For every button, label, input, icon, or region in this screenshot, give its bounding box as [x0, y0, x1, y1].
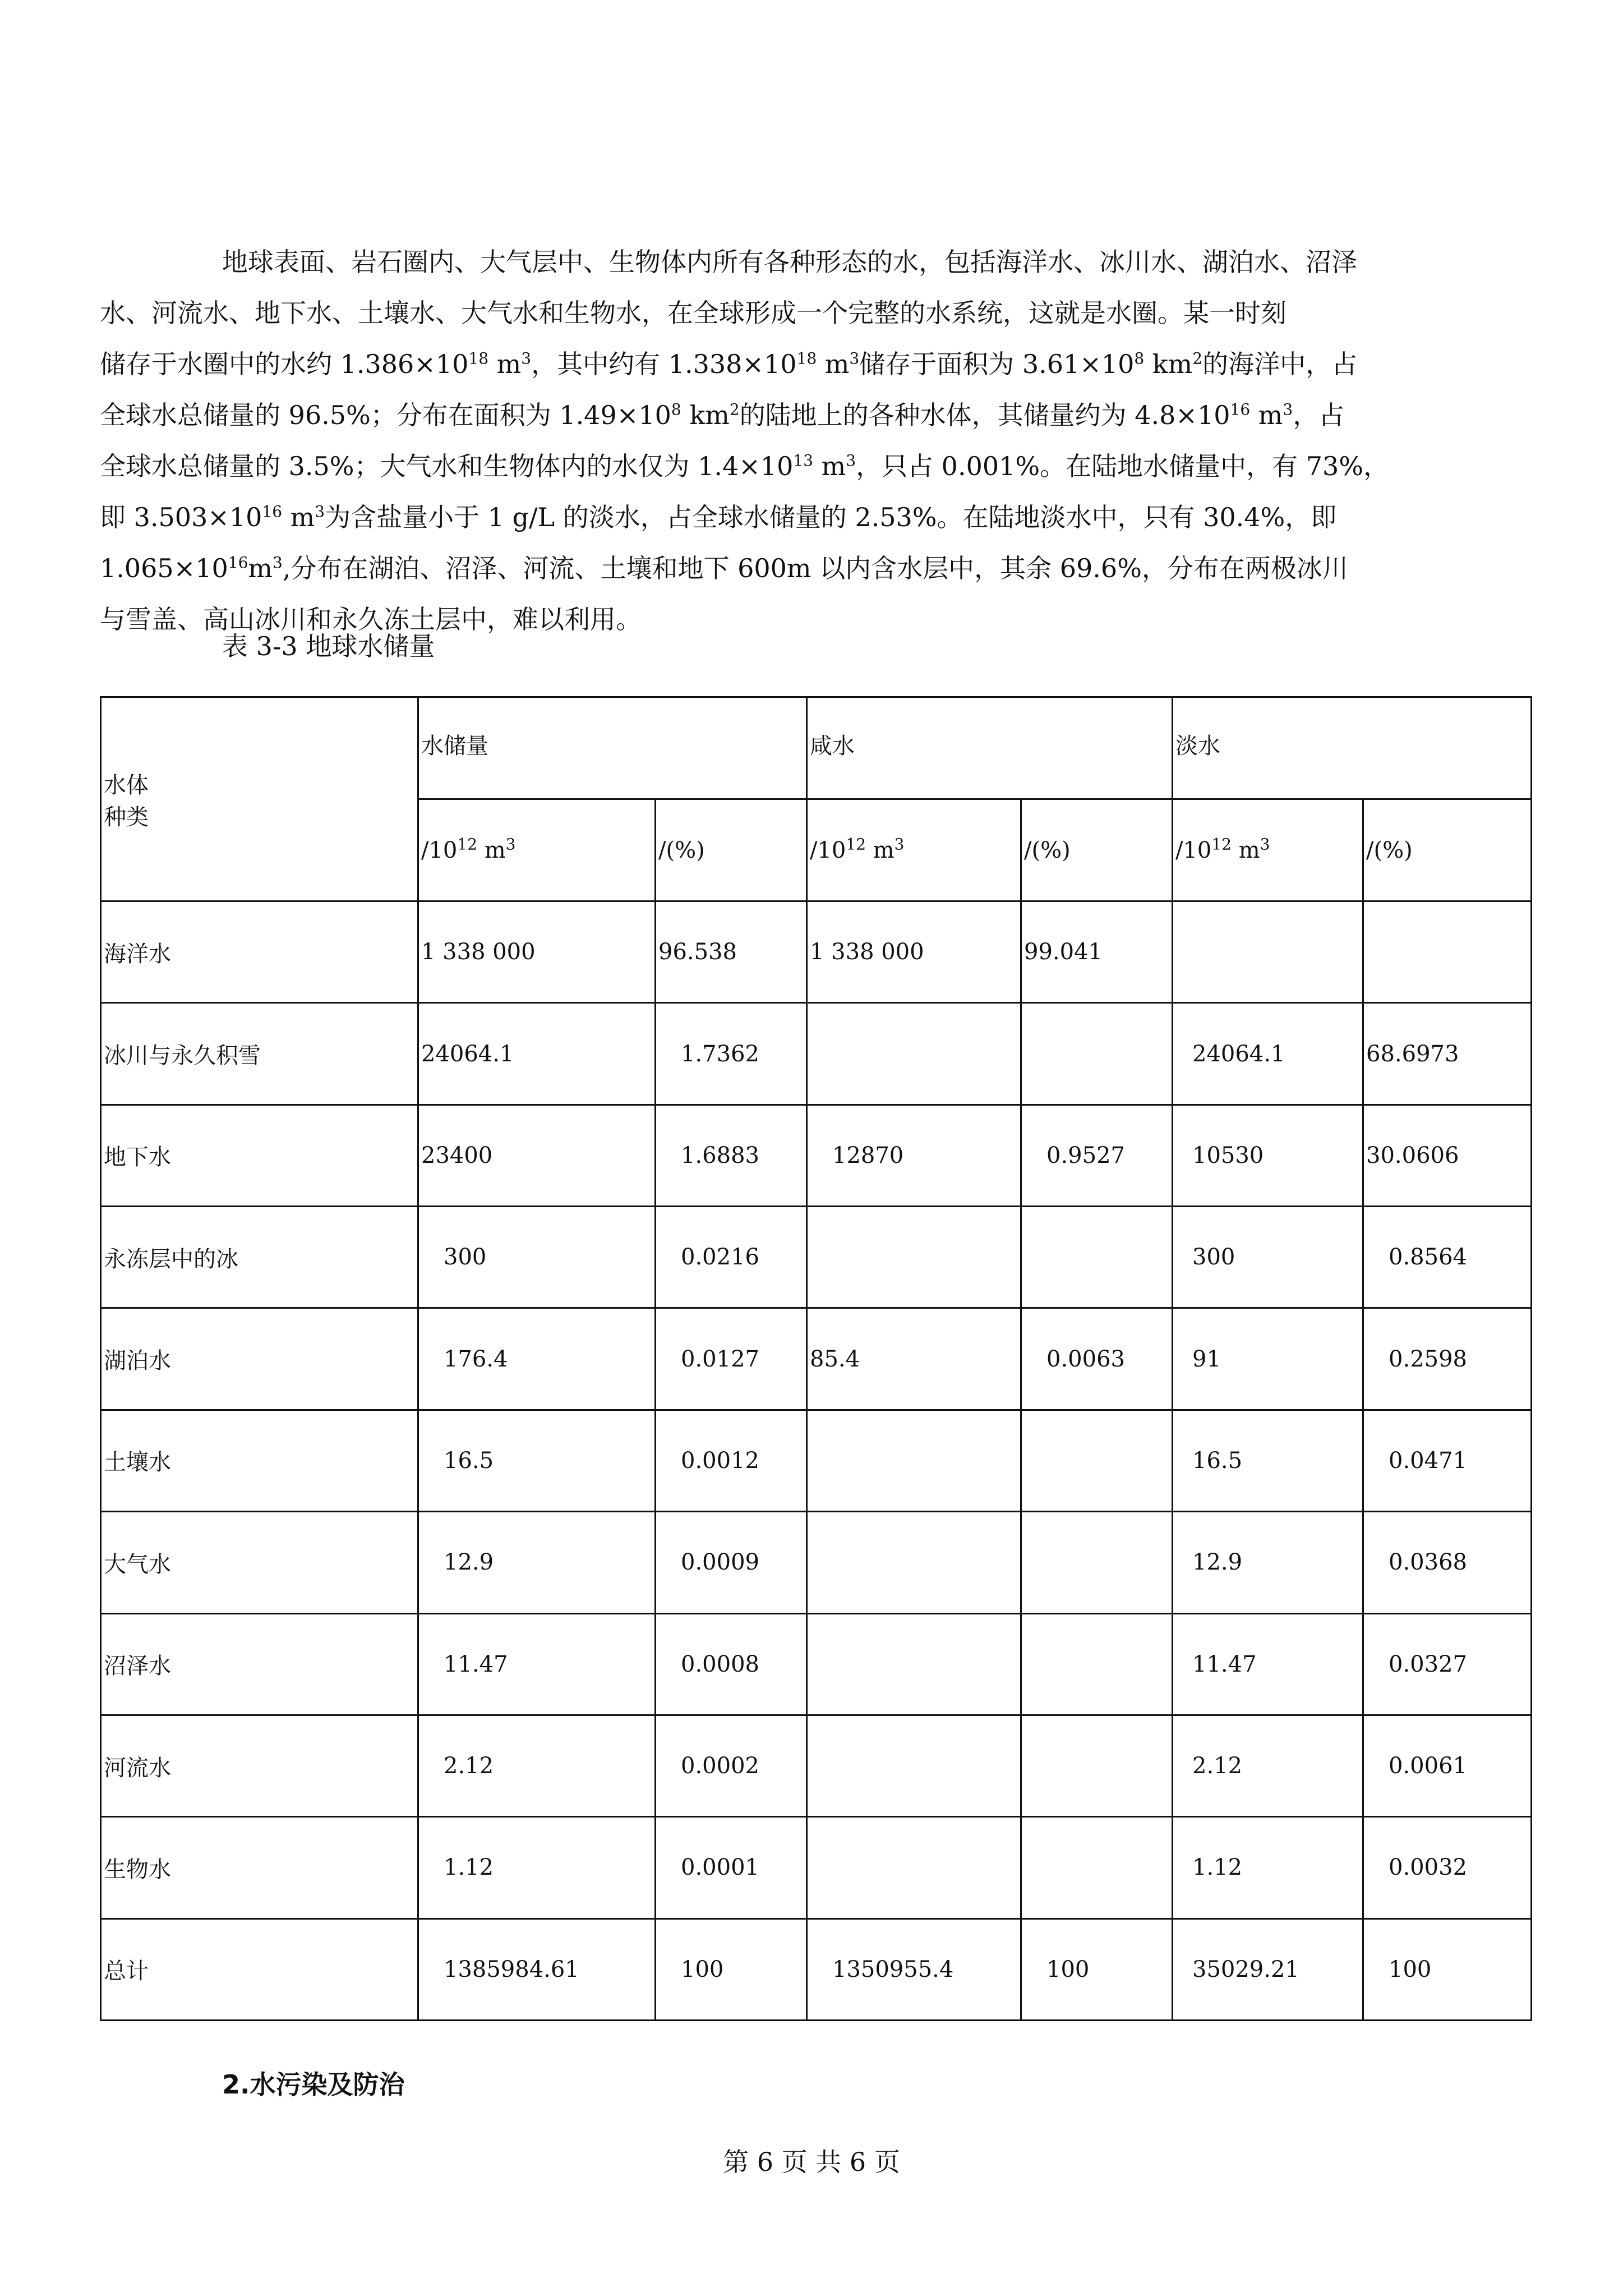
- cell-fresh-pct: 30.0606: [1363, 1105, 1532, 1206]
- cell-fresh-pct: 0.0368: [1363, 1512, 1532, 1613]
- unit-percent-cell: /(%): [656, 799, 807, 901]
- table-row: [101, 901, 1532, 1003]
- table-total-row: [101, 1918, 1532, 2020]
- superscript: 3: [1260, 835, 1270, 854]
- cell-fresh-pct: 0.0061: [1363, 1715, 1532, 1816]
- cell-salt-pct: [1021, 1613, 1173, 1715]
- text-run: m: [488, 349, 522, 379]
- header-fresh-water: 淡水: [1173, 697, 1532, 799]
- text-run: 全球水总储量的 96.5%；分布在面积为 1.49×10: [100, 400, 671, 430]
- row-name: 河流水: [101, 1715, 418, 1816]
- paragraph-line-7: [100, 543, 1481, 594]
- text-run: m: [1250, 400, 1283, 430]
- superscript: 3: [315, 502, 325, 521]
- cell-total-pct: 1.6883: [656, 1105, 807, 1206]
- row-name: 冰川与永久积雪: [101, 1003, 418, 1105]
- superscript: 3: [505, 835, 516, 854]
- cell-fresh: 35029.21: [1173, 1918, 1363, 2020]
- cell-total: 1 338 000: [418, 901, 656, 1003]
- text-run: ，占: [1293, 400, 1345, 430]
- superscript: 3: [849, 349, 860, 368]
- cell-salt-pct: 99.041: [1021, 901, 1173, 1003]
- cell-total-pct: 0.0001: [656, 1817, 807, 1918]
- cell-salt: [807, 1512, 1021, 1613]
- cell-salt: 12870: [807, 1105, 1021, 1206]
- row-name: 沼泽水: [101, 1613, 418, 1715]
- water-storage-table: [100, 696, 1532, 2021]
- cell-fresh: 91: [1173, 1308, 1363, 1410]
- cell-total-pct: 0.0127: [656, 1308, 807, 1410]
- table-caption: 表 3-3 地球水储量: [222, 631, 435, 661]
- row-name: 大气水: [101, 1512, 418, 1613]
- superscript: 8: [1134, 349, 1145, 368]
- text-run: 1.065×10: [100, 553, 228, 583]
- paragraph-line-5: [100, 441, 1481, 492]
- cell-total: 16.5: [418, 1410, 656, 1511]
- superscript: 3: [273, 553, 283, 572]
- cell-total-pct: 0.0002: [656, 1715, 807, 1816]
- cell-salt-pct: [1021, 1817, 1173, 1918]
- header-salt-water: 咸水: [807, 697, 1173, 799]
- paragraph-line-2: 水、河流水、地下水、土壤水、大气水和生物水，在全球形成一个完整的水系统，这就是水圈。某一时刻: [100, 298, 1287, 328]
- cell-fresh: 10530: [1173, 1105, 1363, 1206]
- cell-total-pct: 100: [656, 1918, 807, 2020]
- unit-percent-cell: /(%): [1021, 799, 1173, 901]
- table-row: [101, 1410, 1532, 1511]
- text-run: 全球水总储量的 3.5%；大气水和生物体内的水仅为 1.4×10: [100, 451, 794, 481]
- text-run: ,分布在湖泊、沼泽、河流、土壤和地下 600m 以内含水层中，其余 69.6%，分布在两极冰川: [282, 553, 1348, 583]
- cell-total: 23400: [418, 1105, 656, 1206]
- table-row: [101, 1003, 1532, 1105]
- text-run: 储存于水圈中的水约 1.386×10: [100, 349, 469, 379]
- cell-fresh-pct: 0.0032: [1363, 1817, 1532, 1918]
- cell-total: 24064.1: [418, 1003, 656, 1105]
- cell-total: 1.12: [418, 1817, 656, 1918]
- cell-total-pct: 96.538: [656, 901, 807, 1003]
- corner-header-line-1: 水体: [104, 772, 149, 798]
- cell-salt: [807, 1410, 1021, 1511]
- page-footer: 第 6 页 共 6 页: [723, 2147, 900, 2177]
- text-run: ，其中约有 1.338×10: [531, 349, 797, 379]
- table-row: [101, 1613, 1532, 1715]
- cell-fresh-pct: 68.6973: [1363, 1003, 1532, 1105]
- unit-text: m: [1232, 837, 1260, 863]
- cell-salt-pct: [1021, 1003, 1173, 1105]
- table-row: [101, 1308, 1532, 1410]
- cell-salt: [807, 1715, 1021, 1816]
- text-run: m: [282, 502, 315, 532]
- text-run: m: [817, 349, 850, 379]
- superscript: 3: [894, 835, 905, 854]
- cell-total-pct: 0.0216: [656, 1207, 807, 1308]
- text-run: ，只占 0.001%。在陆地水储量中，有 73%，: [856, 451, 1389, 481]
- text-run: 为含盐量小于 1 g/L 的淡水，占全球水储量的 2.53%。在陆地淡水中，只有 30.4%，即: [325, 502, 1337, 532]
- cell-salt-pct: [1021, 1715, 1173, 1816]
- superscript: 8: [671, 400, 681, 419]
- body-paragraph: [100, 237, 1481, 645]
- unit-text: /10: [421, 837, 458, 863]
- cell-salt-pct: 0.9527: [1021, 1105, 1173, 1206]
- row-name: 地下水: [101, 1105, 418, 1206]
- superscript: 16: [228, 553, 248, 572]
- cell-salt: [807, 1207, 1021, 1308]
- unit-volume-cell: [418, 799, 656, 901]
- unit-text: /10: [1175, 837, 1212, 863]
- row-name: 土壤水: [101, 1410, 418, 1511]
- table-row: [101, 1512, 1532, 1613]
- superscript: 12: [846, 835, 866, 854]
- unit-text: m: [477, 837, 506, 863]
- section-heading: 2.水污染及防治: [222, 2069, 405, 2100]
- row-name: 海洋水: [101, 901, 418, 1003]
- cell-fresh: 12.9: [1173, 1512, 1363, 1613]
- superscript: 18: [796, 349, 817, 368]
- superscript: 16: [1230, 400, 1251, 419]
- cell-salt-pct: 0.0063: [1021, 1308, 1173, 1410]
- text-run: m: [248, 553, 273, 583]
- row-name: 永冻层中的冰: [101, 1207, 418, 1308]
- table-row: [101, 1817, 1532, 1918]
- unit-percent-cell: /(%): [1363, 799, 1532, 901]
- table-row: [101, 1105, 1532, 1206]
- unit-text: m: [866, 837, 895, 863]
- cell-fresh: [1173, 901, 1363, 1003]
- superscript: 12: [457, 835, 478, 854]
- cell-salt: [807, 1817, 1021, 1918]
- cell-fresh-pct: 100: [1363, 1918, 1532, 2020]
- corner-header-line-2: 种类: [104, 804, 149, 830]
- cell-salt-pct: [1021, 1207, 1173, 1308]
- cell-fresh: 1.12: [1173, 1817, 1363, 1918]
- table-row: [101, 1715, 1532, 1816]
- cell-fresh: 24064.1: [1173, 1003, 1363, 1105]
- paragraph-line-3: [100, 339, 1481, 390]
- text-run: 即 3.503×10: [100, 502, 262, 532]
- superscript: 18: [468, 349, 489, 368]
- table-header-row: [101, 697, 1532, 799]
- text-run: km: [681, 400, 730, 430]
- text-run: 储存于面积为 3.61×10: [859, 349, 1135, 379]
- row-name: 生物水: [101, 1817, 418, 1918]
- paragraph-line-8: 与雪盖、高山冰川和永久冻土层中，难以利用。: [100, 604, 642, 634]
- cell-salt: 1 338 000: [807, 901, 1021, 1003]
- cell-salt: 1350955.4: [807, 1918, 1021, 2020]
- cell-total: 12.9: [418, 1512, 656, 1613]
- cell-salt: 85.4: [807, 1308, 1021, 1410]
- cell-fresh-pct: 0.8564: [1363, 1207, 1532, 1308]
- cell-salt: [807, 1003, 1021, 1105]
- text-run: 的海洋中，占: [1202, 349, 1358, 379]
- cell-salt: [807, 1613, 1021, 1715]
- paragraph-line-1: 地球表面、岩石圈内、大气层中、生物体内所有各种形态的水，包括海洋水、冰川水、湖泊水、沼泽: [222, 247, 1357, 277]
- cell-salt-pct: 100: [1021, 1918, 1173, 2020]
- cell-total-pct: 0.0008: [656, 1613, 807, 1715]
- cell-fresh-pct: 0.2598: [1363, 1308, 1532, 1410]
- cell-salt-pct: [1021, 1410, 1173, 1511]
- cell-fresh-pct: 0.0327: [1363, 1613, 1532, 1715]
- cell-total-pct: 0.0009: [656, 1512, 807, 1613]
- cell-fresh-pct: [1363, 901, 1532, 1003]
- superscript: 2: [1192, 349, 1203, 368]
- cell-fresh: 300: [1173, 1207, 1363, 1308]
- unit-volume-cell: [807, 799, 1021, 901]
- paragraph-line-6: [100, 492, 1481, 543]
- superscript: 3: [846, 451, 856, 470]
- superscript: 12: [1211, 835, 1232, 854]
- text-run: 的陆地上的各种水体，其储量约为 4.8×10: [739, 400, 1230, 430]
- text-run: m: [813, 451, 846, 481]
- row-name: 湖泊水: [101, 1308, 418, 1410]
- cell-fresh: 11.47: [1173, 1613, 1363, 1715]
- cell-fresh-pct: 0.0471: [1363, 1410, 1532, 1511]
- text-run: km: [1144, 349, 1193, 379]
- corner-header-cell: [101, 697, 418, 901]
- cell-total-pct: 1.7362: [656, 1003, 807, 1105]
- cell-total: 2.12: [418, 1715, 656, 1816]
- cell-total: 11.47: [418, 1613, 656, 1715]
- superscript: 2: [729, 400, 740, 419]
- cell-salt-pct: [1021, 1512, 1173, 1613]
- superscript: 3: [521, 349, 532, 368]
- cell-fresh: 16.5: [1173, 1410, 1363, 1511]
- cell-total-pct: 0.0012: [656, 1410, 807, 1511]
- unit-volume-cell: [1173, 799, 1363, 901]
- cell-total: 300: [418, 1207, 656, 1308]
- table-row: [101, 1207, 1532, 1308]
- superscript: 16: [262, 502, 283, 521]
- cell-total: 176.4: [418, 1308, 656, 1410]
- paragraph-line-4: [100, 390, 1481, 441]
- cell-total: 1385984.61: [418, 1918, 656, 2020]
- cell-fresh: 2.12: [1173, 1715, 1363, 1816]
- header-storage: 水储量: [418, 697, 807, 799]
- superscript: 3: [1283, 400, 1293, 419]
- superscript: 13: [793, 451, 813, 470]
- row-name: 总计: [101, 1918, 418, 2020]
- unit-text: /10: [810, 837, 846, 863]
